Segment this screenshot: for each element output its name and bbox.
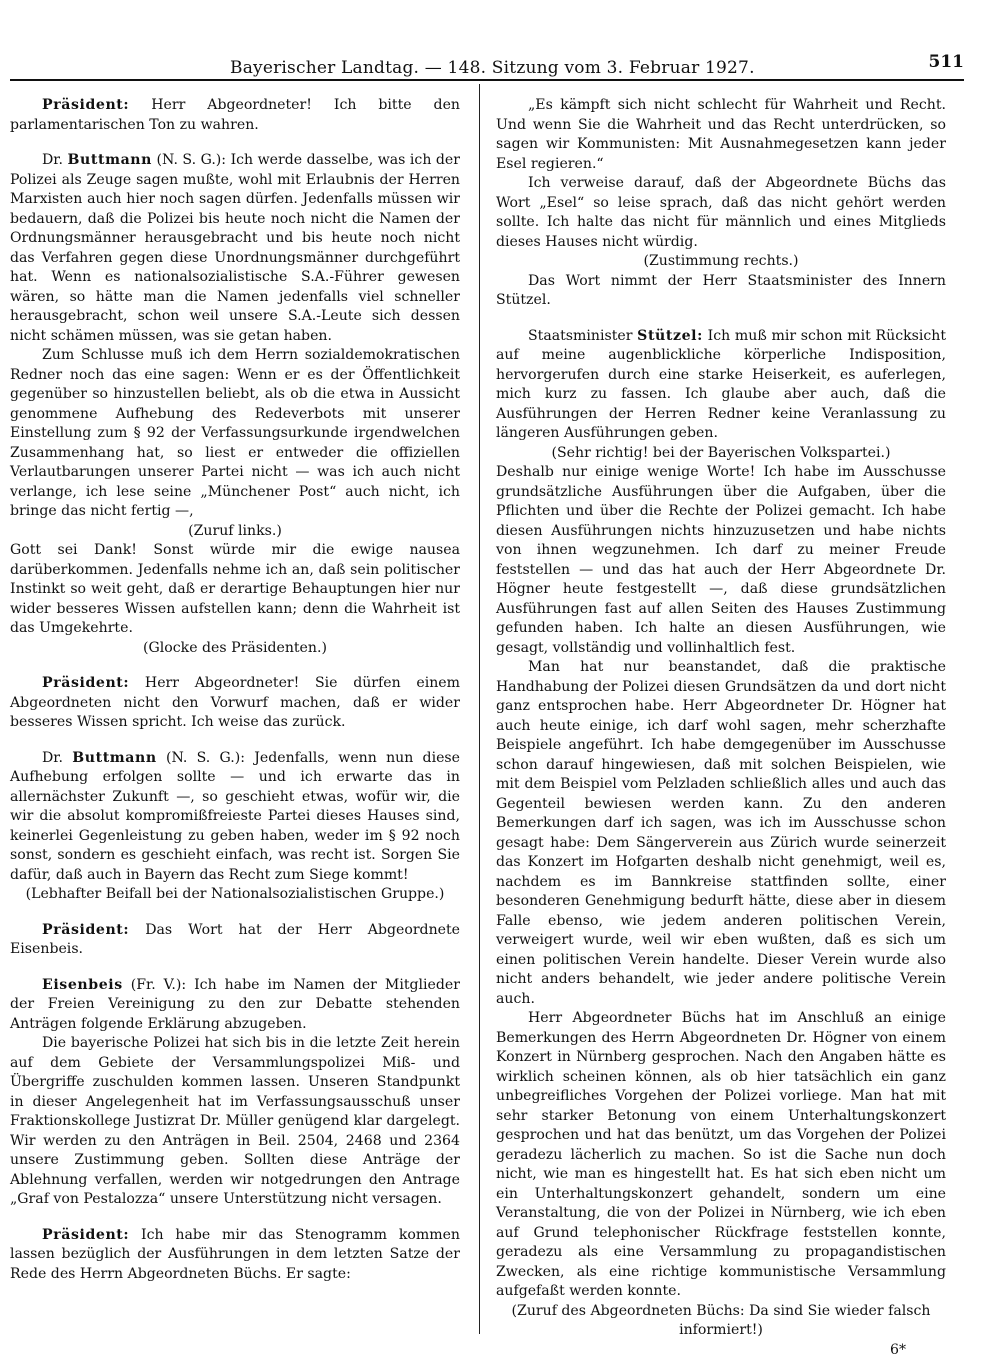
paragraph xyxy=(10,976,460,1035)
interjection: (Lebhafter Beifall bei der Nationalsozialistischen Gruppe.) xyxy=(25,886,445,902)
speech-text: (N. S. G.): Ich werde dasselbe, was ich der Polizei als Zeuge sagen mußte, wohl mit Erlaubnis der Herren Marxisten auch hier noch sagen dürfen. Jedenfalls müssen wir bedauern, daß die Polizei bis heute noch nicht die Namen der Ordnungsmänner herausgebracht und bis heute noch nicht das Verfahren gegen diese Unordnungsmänner durchgeführt hat. Wenn es nationalsozialistische S.A.-Führer gewesen wären, so hätte man die Namen jedenfalls viel schneller herausgebracht, schon weil unsere S.A.-Leute sich dessen nicht schämen müssen, was sie getan haben. xyxy=(10,152,460,344)
interjection: (Zustimmung rechts.) xyxy=(643,253,799,269)
paragraph: Ich verweise darauf, daß der Abgeordnete Büchs das Wort „Esel“ so leise sprach, daß das nicht gehört werden sollte. Ich halte das nicht für männlich und eines Mitglieds dieses Hauses nicht würdig. xyxy=(496,175,946,250)
interjection: (Glocke des Präsidenten.) xyxy=(143,639,327,656)
paragraph xyxy=(10,674,460,733)
paragraph: Herr Abgeordneter Büchs hat im Anschluß an einige Bemerkungen des Herrn Abgeordneten Dr. Högner von einem Konzert in Nürnberg gesprochen. Nach den Angaben hätte es wirklich scheinen können, als ob hier tatsächlich ein ganz unbegreifliches Vorgehen der Polizei vorliege. Man hat mit sehr starker Betonung von einem Unterhaltungskonzert gesprochen und hat das benützt, um das Vorgehen der Polizei geradezu lächerlich zu machen. So ist die Sache nun doch nicht, wie man es hingestellt hat. Es hat sich eben nicht um ein Unterhaltungskonzert gehandelt, sondern um eine Veranstaltung, die von der Polizei in Nürnberg, wie ich eben auf Grund telephonischer Rückfrage feststellen konnte, geradezu als eine Versammlung zu propagandistischen Zwecken, als eine richtige kommunistische Versammlung aufgefaßt werden konnte. xyxy=(496,1010,946,1299)
speech-text: Das Wort hat der Herr Abgeordnete Eisenbeis. xyxy=(10,921,460,957)
interjection: (Zuruf des Abgeordneten Büchs: Da sind Sie wieder falsch informiert!) xyxy=(511,1302,931,1338)
running-head-title: Bayerischer Landtag. — 148. Sitzung vom 3. Februar 1927. xyxy=(230,58,755,78)
paragraph: Zum Schlusse muß ich dem Herrn sozialdemokratischen Redner noch das eine sagen: Wenn er es der Öffentlichkeit gegenüber so hinzustellen beliebt, als ob die etwa in Aussicht genommene Aufhebung des Redeverbots mit unserer Einstellung zum § 92 der Verfassungsurkunde irgendwelchen Zusammenhang hat, so liest er entweder die offiziellen Verlautbarungen unserer Partei nicht — was ich auch nicht verlange, ich lese seine „Münchener Post“ auch nicht, ich bringe das nicht fertig —, xyxy=(10,347,460,519)
left-column xyxy=(10,96,460,1284)
speech-text: Herr Abgeordneter! Ich bitte den parlamentarischen Ton zu wahren. xyxy=(10,97,460,133)
speech-text: Ich muß mir schon mit Rücksicht auf meine augenblickliche körperliche Indisposition, hervorgerufen durch eine starke Heiserkeit, es auferlegen, mich kurz zu fassen. Ich glaube aber auch, daß die Ausführungen der Herren Redner keine Veranlassung zu längeren Ausführungen geben. xyxy=(496,327,946,441)
interjection: (Zuruf links.) xyxy=(188,522,282,539)
paragraph xyxy=(496,327,946,444)
speaker-prefix: Dr. xyxy=(42,152,68,168)
paragraph xyxy=(10,151,460,346)
speaker-name: Präsident: xyxy=(42,921,130,938)
quotation: „Es kämpft sich nicht schlecht für Wahrheit und Recht. Und wenn Sie die Wahrheit und das Recht unterdrücken, so sagen wir Kommunisten: Mit Ausnahmegesetzen kann jeder Esel regieren.“ xyxy=(496,97,946,172)
paragraph xyxy=(10,96,460,135)
speaker-name: Buttmann xyxy=(72,749,157,766)
speaker-prefix: Staatsminister xyxy=(528,327,638,344)
speech-text: Ich habe mir das Stenogramm kommen lassen bezüglich der Ausführungen in dem letzten Satze der Rede des Herrn Abgeordneten Büchs. Er sagte: xyxy=(10,1226,460,1282)
speaker-name: Stützel: xyxy=(637,327,703,344)
speaker-prefix: Dr. xyxy=(42,749,73,766)
paragraph: Man hat nur beanstandet, daß die praktische Handhabung der Polizei diesen Grundsätzen da und dort nicht ganz entsprochen habe. Herr Abgeordneter Dr. Högner hat auch heute einige, ich darf wohl sagen, mehr scherzhafte Beispiele angeführt. Ich habe demgegenüber im Ausschusse schon darauf hingewiesen, daß mit solchen Beispielen, wie mit dem Beispiel vom Pelzladen schließlich alles und auch das Gegenteil bewiesen werden kann. Zu den anderen Bemerkungen darf ich sagen, was ich im Ausschusse schon gesagt habe: Dem Sängerverein aus Zürich wurde seinerzeit das Konzert im Hofgarten deshalb nicht genehmigt, weil es, nachdem es im Bannkreise stattfinden sollte, einer besonderen Genehmigung bedurft hätte, diese aber in diesem Falle ebenso, wie jedem anderen politischen Verein, verweigert wurde, weil wir eben wußten, daß es sich um einen politischen Verein handelte. Dieser Verein wurde also nicht anders behandelt, wie jeder andere politische Verein auch. xyxy=(496,659,946,1007)
paragraph: Gott sei Dank! Sonst würde mir die ewige nausea darüberkommen. Jedenfalls nehme ich an, daß sein politischer Instinkt so weit geht, daß er derartige Behauptungen hier nur wider besseres Wissen aufstellen kann; denn die Wahrheit ist das Umgekehrte. xyxy=(10,542,460,636)
speaker-name: Präsident: xyxy=(42,675,130,691)
page-number: 511 xyxy=(928,52,964,72)
right-column xyxy=(496,96,946,1360)
paragraph: Deshalb nur einige wenige Worte! Ich habe im Ausschusse grundsätzliche Ausführungen über die Aufgaben, über die Pflichten und über die Rechte der Polizei gemacht. Ich habe diesen Ausführungen nichts hinzuzusetzen und habe nichts von ihnen wegzunehmen. Ich darf zu meiner Freude feststellen — und das hat auch der Herr Abgeordnete Dr. Högner heute festgestellt —, daß diese grundsätzlichen Ausführungen fast auf allen Seiten des Hauses Zustimmung gefunden haben. Ich halte an diesen Ausführungen, wie gesagt, vollständig und vollinhaltlich fest. xyxy=(496,464,946,656)
speaker-name: Buttmann xyxy=(67,152,153,168)
speaker-name: Präsident: xyxy=(42,97,130,113)
paragraph: Das Wort nimmt der Herr Staatsminister des Innern Stützel. xyxy=(496,272,946,308)
paragraph: Die bayerische Polizei hat sich bis in die letzte Zeit herein auf dem Gebiete der Versammlungspolizei Miß- und Übergriffe zuschulden kommen lassen. Unseren Standpunkt in dieser Angelegenheit hat im Verfassungsausschuß unser Fraktionskollege Justizrat Dr. Müller genügend klar dargelegt. Wir werden zu den Anträgen in Beil. 2504, 2468 und 2364 unsere Zustimmung geben. Sollten diese Anträge der Ablehnung verfallen, werden wir notgedrungen den Antrage „Graf von Pestalozza“ unsere Unterstützung nicht versagen. xyxy=(10,1035,460,1207)
column-divider xyxy=(479,84,480,1334)
speech-text: (Fr. V.): Ich habe im Namen der Mitglieder der Freien Vereinigung zu den zur Debatte stehenden Anträgen folgende Erklärung abzugeben. xyxy=(10,976,460,1032)
page-header xyxy=(10,50,964,80)
signature-mark: 6* xyxy=(889,1341,906,1358)
speech-text: Herr Abgeordneter! Sie dürfen einem Abgeordneten nicht den Vorwurf machen, daß er wider besseres Wissen spricht. Ich weise das zurück. xyxy=(10,675,460,730)
paragraph xyxy=(10,749,460,886)
speaker-name: Eisenbeis xyxy=(42,976,123,993)
header-rule xyxy=(10,79,964,81)
speech-text: (N. S. G.): Jedenfalls, wenn nun diese Aufhebung erfolgen sollte — und ich erwarte das in allernächster Zukunft —, so geschieht etwas, wofür wir, die wir die absolut kompromißfreieste Partei dieses Hauses sind, keinerlei Gegenleistung zu geben haben, weder im § 92 noch sonst, sondern es geschieht einfach, was recht ist. Sorgen Sie dafür, daß auch in Bayern das Recht zum Siege kommt! xyxy=(10,749,460,883)
interjection: (Sehr richtig! bei der Bayerischen Volkspartei.) xyxy=(551,444,891,461)
paragraph xyxy=(10,921,460,960)
paragraph xyxy=(10,1226,460,1285)
speaker-name: Präsident: xyxy=(42,1226,130,1243)
